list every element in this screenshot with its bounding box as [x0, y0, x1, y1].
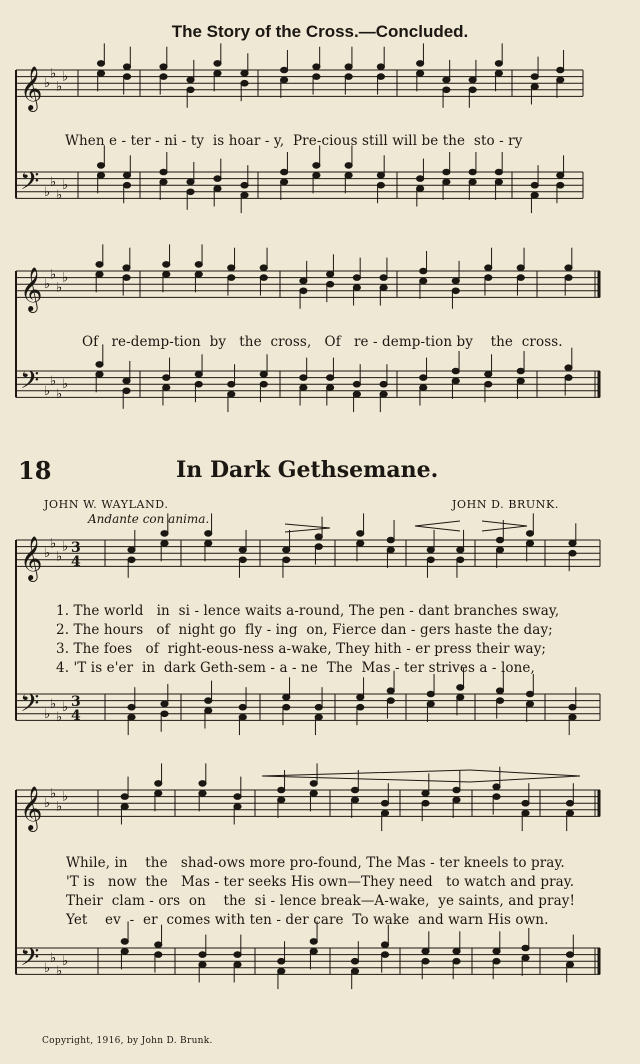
- crescendo-mark: [262, 770, 470, 782]
- notehead: [469, 87, 476, 93]
- flat-sign: ♭: [44, 960, 51, 976]
- notehead: [531, 74, 538, 80]
- notehead: [353, 275, 360, 281]
- verse-line: 4. 'T is e'er in dark Geth-sem - a - ne The Mas - ter strives a - lone,: [56, 660, 535, 676]
- notehead: [443, 77, 450, 83]
- notehead: [187, 87, 194, 93]
- notehead: [387, 547, 394, 553]
- notehead: [278, 787, 285, 793]
- notehead: [97, 61, 104, 67]
- notehead: [160, 179, 167, 185]
- notehead: [427, 701, 434, 707]
- flat-sign: ♭: [56, 387, 63, 403]
- notehead: [381, 810, 388, 816]
- verse-line: Their clam - ors on the si - lence break—A-wake, ye saints, and pray!: [66, 893, 575, 909]
- notehead: [281, 77, 288, 83]
- notehead: [495, 61, 502, 67]
- notehead: [315, 704, 322, 710]
- flat-sign: ♭: [56, 710, 63, 726]
- notehead: [420, 375, 427, 381]
- notehead: [453, 787, 460, 793]
- verse-line: 3. The foes of right-eous-ness a-wake, They hith - er press their way;: [56, 641, 547, 657]
- notehead: [121, 949, 128, 955]
- notehead: [300, 288, 307, 294]
- notehead: [161, 711, 168, 717]
- verse-line: Yet ev - er comes with ten - der care To wake and warn His own.: [66, 912, 549, 928]
- bass-clef: 𝄢: [20, 366, 40, 401]
- hymn-number: 18: [18, 456, 52, 485]
- flat-sign: ♭: [62, 954, 69, 970]
- notehead: [214, 71, 221, 77]
- notehead: [485, 381, 492, 387]
- flat-sign: ♭: [44, 546, 51, 562]
- flat-sign: ♭: [50, 373, 57, 389]
- notehead: [566, 800, 573, 806]
- notehead: [417, 176, 424, 182]
- notehead: [234, 962, 241, 968]
- notehead: [377, 182, 384, 188]
- notehead: [345, 163, 352, 169]
- notehead: [493, 949, 500, 955]
- hymn-title: In Dark Gethsemane.: [176, 457, 439, 483]
- notehead: [283, 547, 290, 553]
- notehead: [97, 173, 104, 179]
- notehead: [96, 372, 103, 378]
- flat-sign: ♭: [62, 539, 69, 555]
- notehead: [469, 179, 476, 185]
- notehead: [199, 791, 206, 797]
- notehead: [420, 268, 427, 274]
- notehead: [557, 77, 564, 83]
- notehead: [121, 794, 128, 800]
- notehead: [557, 67, 564, 73]
- notehead: [163, 272, 170, 278]
- notehead: [526, 541, 533, 547]
- notehead: [345, 64, 352, 70]
- decrescendo-mark: [470, 770, 580, 782]
- notehead: [452, 368, 459, 374]
- notehead: [205, 541, 212, 547]
- notehead: [96, 272, 103, 278]
- notehead: [281, 179, 288, 185]
- notehead: [128, 714, 135, 720]
- flat-sign: ♭: [56, 79, 63, 95]
- crescendo-mark: [415, 521, 460, 531]
- flat-sign: ♭: [50, 696, 57, 712]
- notehead: [420, 278, 427, 284]
- notehead: [214, 176, 221, 182]
- notehead: [313, 173, 320, 179]
- notehead: [485, 275, 492, 281]
- notehead: [443, 169, 450, 175]
- notehead: [97, 163, 104, 169]
- notehead: [96, 262, 103, 268]
- notehead: [380, 391, 387, 397]
- notehead: [422, 958, 429, 964]
- notehead: [495, 71, 502, 77]
- notehead: [387, 688, 394, 694]
- notehead: [496, 688, 503, 694]
- notehead: [228, 381, 235, 387]
- notehead: [161, 541, 168, 547]
- notehead: [128, 704, 135, 710]
- notehead: [565, 275, 572, 281]
- notehead: [452, 278, 459, 284]
- notehead: [278, 797, 285, 803]
- music-credit: JOHN D. BRUNK.: [452, 498, 559, 511]
- notehead: [377, 64, 384, 70]
- notehead: [522, 810, 529, 816]
- notehead: [453, 958, 460, 964]
- notehead: [387, 537, 394, 543]
- notehead: [327, 385, 334, 391]
- notehead: [496, 698, 503, 704]
- notehead: [517, 275, 524, 281]
- notehead: [517, 265, 524, 271]
- notehead: [422, 791, 429, 797]
- notehead: [155, 791, 162, 797]
- notehead: [469, 169, 476, 175]
- notehead: [353, 391, 360, 397]
- notehead: [313, 74, 320, 80]
- notehead: [260, 381, 267, 387]
- notehead: [517, 378, 524, 384]
- notehead: [281, 169, 288, 175]
- notehead: [495, 169, 502, 175]
- notehead: [283, 557, 290, 563]
- notehead: [310, 949, 317, 955]
- notehead: [234, 794, 241, 800]
- notehead: [453, 949, 460, 955]
- flat-sign: ♭: [44, 796, 51, 812]
- flat-sign: ♭: [62, 69, 69, 85]
- notehead: [380, 381, 387, 387]
- notehead: [310, 781, 317, 787]
- notehead: [228, 265, 235, 271]
- notehead: [381, 942, 388, 948]
- notehead: [260, 275, 267, 281]
- notehead: [199, 781, 206, 787]
- notehead: [485, 372, 492, 378]
- notehead: [522, 945, 529, 951]
- notehead: [234, 952, 241, 958]
- flat-sign: ♭: [44, 76, 51, 92]
- notehead: [469, 77, 476, 83]
- notehead: [195, 262, 202, 268]
- notehead: [123, 182, 130, 188]
- notehead: [300, 375, 307, 381]
- notehead: [260, 372, 267, 378]
- notehead: [205, 708, 212, 714]
- notehead: [351, 797, 358, 803]
- notehead: [163, 385, 170, 391]
- notehead: [228, 391, 235, 397]
- notehead: [123, 388, 130, 394]
- notehead: [160, 169, 167, 175]
- flat-sign: ♭: [56, 964, 63, 980]
- notehead: [160, 74, 167, 80]
- treble-clef: 𝄞: [20, 536, 43, 580]
- notehead: [327, 375, 334, 381]
- notehead: [123, 275, 130, 281]
- verse-line: 1. The world in si - lence waits a-round, The pen - dant branches sway,: [56, 603, 560, 619]
- notehead: [300, 385, 307, 391]
- notehead: [493, 958, 500, 964]
- notehead: [351, 968, 358, 974]
- notehead: [452, 288, 459, 294]
- notehead: [526, 701, 533, 707]
- notehead: [381, 952, 388, 958]
- notehead: [380, 285, 387, 291]
- notehead: [313, 163, 320, 169]
- notehead: [353, 381, 360, 387]
- notehead: [345, 173, 352, 179]
- notehead: [195, 381, 202, 387]
- notehead: [569, 714, 576, 720]
- flat-sign: ♭: [50, 536, 57, 552]
- notehead: [557, 182, 564, 188]
- notehead: [457, 685, 464, 691]
- notehead: [123, 265, 130, 271]
- notehead: [128, 557, 135, 563]
- notehead: [457, 557, 464, 563]
- notehead: [565, 265, 572, 271]
- flat-sign: ♭: [56, 799, 63, 815]
- notehead: [566, 962, 573, 968]
- notehead: [161, 531, 168, 537]
- notehead: [214, 61, 221, 67]
- notehead: [496, 547, 503, 553]
- notehead: [531, 84, 538, 90]
- notehead: [496, 537, 503, 543]
- words-credit: JOHN W. WAYLAND.: [44, 498, 169, 511]
- notehead: [239, 557, 246, 563]
- notehead: [357, 704, 364, 710]
- notehead: [453, 797, 460, 803]
- flat-sign: ♭: [44, 277, 51, 293]
- bass-clef: 𝄢: [20, 943, 40, 978]
- bass-clef: 𝄢: [20, 167, 40, 202]
- notehead: [195, 272, 202, 278]
- notehead: [300, 278, 307, 284]
- notehead: [420, 385, 427, 391]
- notehead: [239, 714, 246, 720]
- notehead: [526, 531, 533, 537]
- time-signature: 3: [71, 694, 81, 710]
- lyric-line: When e - ter - ni - ty is hoar - y, Pre-cious still will be the sto - ry: [65, 133, 523, 149]
- notehead: [228, 275, 235, 281]
- flat-sign: ♭: [56, 549, 63, 565]
- flat-sign: ♭: [50, 267, 57, 283]
- notehead: [452, 378, 459, 384]
- notehead: [557, 173, 564, 179]
- lyric-line: Of re-demp-tion by the cross, Of re - demp-tion by the cross.: [82, 334, 563, 350]
- notehead: [97, 71, 104, 77]
- notehead: [281, 67, 288, 73]
- notehead: [427, 691, 434, 697]
- treble-clef: 𝄞: [20, 786, 43, 830]
- decrescendo-mark: [285, 524, 330, 532]
- flat-sign: ♭: [62, 377, 69, 393]
- notehead: [163, 375, 170, 381]
- notehead: [531, 192, 538, 198]
- notehead: [187, 179, 194, 185]
- notehead: [195, 372, 202, 378]
- flat-sign: ♭: [56, 188, 63, 204]
- notehead: [522, 800, 529, 806]
- decrescendo-mark: [482, 521, 527, 531]
- notehead: [315, 534, 322, 540]
- notehead: [443, 179, 450, 185]
- notehead: [214, 186, 221, 192]
- time-signature: 3: [71, 540, 81, 556]
- notehead: [569, 541, 576, 547]
- notehead: [239, 547, 246, 553]
- notehead: [565, 375, 572, 381]
- notehead: [566, 810, 573, 816]
- notehead: [566, 952, 573, 958]
- flat-sign: ♭: [62, 700, 69, 716]
- notehead: [313, 64, 320, 70]
- notehead: [357, 541, 364, 547]
- notehead: [128, 547, 135, 553]
- notehead: [417, 186, 424, 192]
- flat-sign: ♭: [56, 280, 63, 296]
- bass-clef: 𝄢: [20, 689, 40, 724]
- notehead: [123, 378, 130, 384]
- flat-sign: ♭: [50, 950, 57, 966]
- notehead: [315, 714, 322, 720]
- notehead: [241, 182, 248, 188]
- notehead: [387, 698, 394, 704]
- notehead: [457, 547, 464, 553]
- notehead: [283, 704, 290, 710]
- notehead: [417, 71, 424, 77]
- notehead: [517, 368, 524, 374]
- flat-sign: ♭: [50, 66, 57, 82]
- notehead: [377, 74, 384, 80]
- notehead: [155, 781, 162, 787]
- notehead: [569, 704, 576, 710]
- notehead: [377, 173, 384, 179]
- tempo-marking: Andante con anima.: [88, 512, 210, 526]
- treble-clef: 𝄞: [20, 267, 43, 311]
- notehead: [495, 179, 502, 185]
- notehead: [241, 80, 248, 86]
- notehead: [427, 557, 434, 563]
- notehead: [327, 281, 334, 287]
- notehead: [283, 695, 290, 701]
- notehead: [260, 265, 267, 271]
- notehead: [234, 804, 241, 810]
- notehead: [427, 547, 434, 553]
- notehead: [569, 550, 576, 556]
- notehead: [155, 942, 162, 948]
- notehead: [485, 265, 492, 271]
- notehead: [241, 71, 248, 77]
- time-signature: 4: [71, 708, 81, 724]
- notehead: [422, 800, 429, 806]
- verse-line: While, in the shad-ows more pro-found, The Mas - ter kneels to pray.: [66, 855, 565, 871]
- notehead: [239, 704, 246, 710]
- notehead: [123, 173, 130, 179]
- notehead: [493, 794, 500, 800]
- notehead: [278, 958, 285, 964]
- verse-line: 'T is now the Mas - ter seeks His own—They need to watch and pray.: [66, 874, 575, 890]
- notehead: [327, 272, 334, 278]
- notehead: [493, 784, 500, 790]
- notehead: [161, 701, 168, 707]
- treble-clef: 𝄞: [20, 66, 43, 110]
- flat-sign: ♭: [50, 786, 57, 802]
- notehead: [123, 74, 130, 80]
- notehead: [526, 691, 533, 697]
- time-signature: 4: [71, 554, 81, 570]
- notehead: [199, 952, 206, 958]
- notehead: [205, 698, 212, 704]
- flat-sign: ♭: [62, 789, 69, 805]
- flat-sign: ♭: [50, 174, 57, 190]
- flat-sign: ♭: [44, 706, 51, 722]
- page-title: The Story of the Cross.—Concluded.: [171, 22, 469, 41]
- flat-sign: ♭: [62, 270, 69, 286]
- notehead: [160, 64, 167, 70]
- notehead: [565, 365, 572, 371]
- notehead: [123, 64, 130, 70]
- notehead: [187, 77, 194, 83]
- notehead: [457, 695, 464, 701]
- notehead: [163, 262, 170, 268]
- notehead: [199, 962, 206, 968]
- notehead: [310, 791, 317, 797]
- flat-sign: ♭: [62, 178, 69, 194]
- notehead: [531, 182, 538, 188]
- notehead: [315, 544, 322, 550]
- notehead: [443, 87, 450, 93]
- notehead: [381, 800, 388, 806]
- flat-sign: ♭: [44, 383, 51, 399]
- notehead: [96, 362, 103, 368]
- notehead: [351, 958, 358, 964]
- notehead: [310, 939, 317, 945]
- notehead: [522, 955, 529, 961]
- notehead: [380, 275, 387, 281]
- notehead: [121, 804, 128, 810]
- notehead: [357, 695, 364, 701]
- notehead: [121, 939, 128, 945]
- notehead: [241, 192, 248, 198]
- notehead: [155, 952, 162, 958]
- verse-line: 2. The hours of night go fly - ing on, Fierce dan - gers haste the day;: [56, 622, 553, 638]
- copyright-notice: Copyright, 1916, by John D. Brunk.: [42, 1036, 213, 1046]
- notehead: [278, 968, 285, 974]
- notehead: [422, 949, 429, 955]
- notehead: [353, 285, 360, 291]
- flat-sign: ♭: [44, 184, 51, 200]
- notehead: [205, 531, 212, 537]
- notehead: [187, 189, 194, 195]
- notehead: [417, 61, 424, 67]
- notehead: [345, 74, 352, 80]
- notehead: [357, 531, 364, 537]
- notehead: [351, 787, 358, 793]
